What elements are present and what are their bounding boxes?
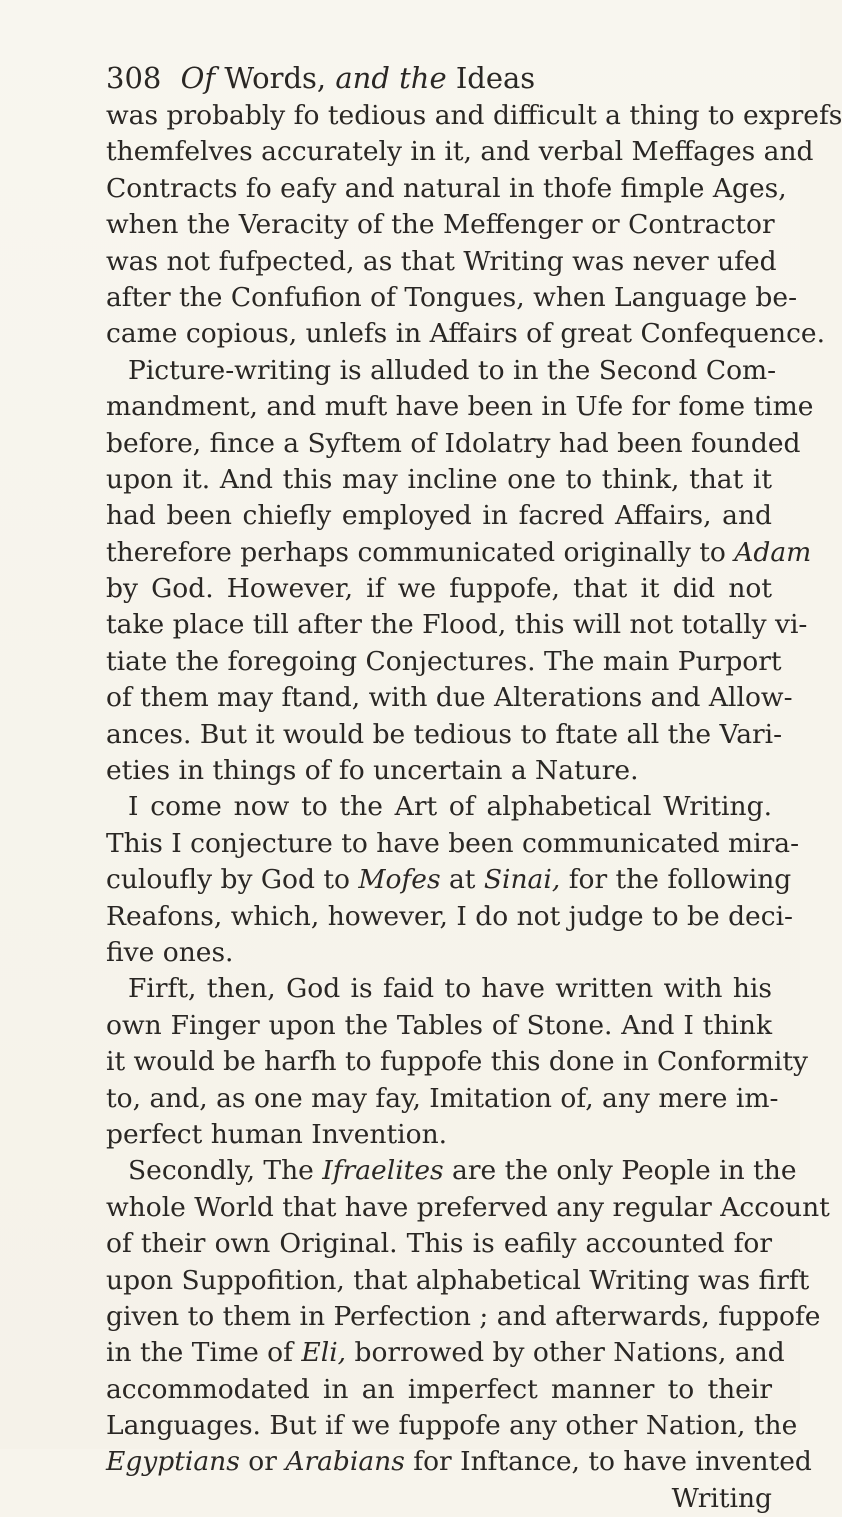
text-line bbox=[106, 1299, 821, 1335]
text-segment: for Inftance, to have invented bbox=[404, 1446, 812, 1478]
text-segment: I come now to the Art of alphabetical Writing. bbox=[128, 791, 772, 823]
text-line bbox=[106, 607, 808, 643]
text-segment: therefore perhaps communicated originally to bbox=[106, 536, 735, 568]
text-segment: accommodated in an imperfect manner to their bbox=[106, 1373, 772, 1405]
text-segment: own Finger upon the Tables of Stone. And I think bbox=[106, 1009, 772, 1041]
text-segment: Picture-writing is alluded to in the Second Com- bbox=[128, 354, 777, 386]
text-line bbox=[106, 1263, 810, 1299]
text-segment: whole World that have preferved any regular Account bbox=[106, 1191, 830, 1223]
text-segment: given to them in Perfection ; and afterwards, fuppofe bbox=[106, 1300, 821, 1332]
text-line bbox=[106, 789, 772, 825]
text-segment: by God. However, if we fuppofe, that it did not bbox=[106, 573, 772, 605]
text-segment: tiate the foregoing Conjectures. The main Purport bbox=[106, 645, 782, 677]
text-segment: Secondly, The bbox=[128, 1155, 323, 1187]
text-segment: Contracts fo eafy and natural in thofe fimple Ages, bbox=[106, 172, 787, 204]
text-line bbox=[106, 462, 772, 498]
text-line bbox=[106, 353, 777, 389]
text-segment: eties in things of fo uncertain a Nature. bbox=[106, 755, 639, 787]
text-line bbox=[106, 134, 814, 170]
text-segment: of them may ftand, with due Alterations and Allow- bbox=[106, 682, 793, 714]
text-line bbox=[106, 280, 798, 316]
italic-text: Sinai, bbox=[483, 864, 561, 896]
text-line bbox=[106, 1190, 830, 1226]
text-segment: or bbox=[239, 1446, 286, 1478]
text-line bbox=[106, 98, 842, 134]
text-segment: for the following bbox=[560, 864, 792, 896]
text-segment: borrowed by other Nations, and bbox=[346, 1337, 785, 1369]
italic-text: Eli, bbox=[301, 1337, 347, 1369]
text-segment: mandment, and muft have been in Ufe for fome time bbox=[106, 391, 814, 423]
text-line bbox=[106, 1335, 785, 1371]
text-line bbox=[106, 717, 783, 753]
italic-text: Adam bbox=[734, 536, 812, 568]
text-line bbox=[106, 207, 775, 243]
text-segment: themfelves accurately in it, and verbal Meffages and bbox=[106, 136, 814, 168]
text-line bbox=[106, 1481, 772, 1517]
text-segment: was not fufpected, as that Writing was never ufed bbox=[106, 245, 777, 277]
text-line bbox=[106, 1372, 772, 1408]
italic-text: Egyptians bbox=[106, 1446, 240, 1478]
text-line bbox=[106, 644, 782, 680]
text-segment: upon Suppofition, that alphabetical Writing was firft bbox=[106, 1264, 810, 1296]
body-text bbox=[106, 98, 842, 1517]
text-segment: perfect human Invention. bbox=[106, 1118, 448, 1150]
italic-text: Ifraelites bbox=[322, 1155, 444, 1187]
text-segment: upon it. And this may incline one to think, that it bbox=[106, 463, 772, 495]
text-line bbox=[106, 1408, 798, 1444]
header-title-words: Words, bbox=[224, 61, 327, 95]
text-line bbox=[106, 426, 801, 462]
text-segment: culoufly by God to bbox=[106, 864, 359, 896]
text-line bbox=[106, 1117, 772, 1153]
text-segment: was probably fo tedious and difficult a thing to exprefs bbox=[106, 100, 842, 131]
text-segment: are the only People in the bbox=[443, 1155, 797, 1187]
text-line bbox=[106, 1226, 772, 1262]
text-segment: in the Time of bbox=[106, 1337, 302, 1369]
page-number: 308 bbox=[106, 61, 162, 95]
text-segment: to, and, as one may fay, Imitation of, any mere im- bbox=[106, 1082, 779, 1114]
text-line bbox=[106, 826, 800, 862]
text-line bbox=[106, 935, 772, 971]
text-line bbox=[106, 971, 772, 1007]
text-line bbox=[106, 899, 793, 935]
text-segment: Writing bbox=[671, 1482, 772, 1514]
text-segment: before, fince a Syftem of Idolatry had been founded bbox=[106, 427, 801, 459]
text-segment: This I conjecture to have been communicated mira- bbox=[106, 827, 800, 859]
text-line bbox=[106, 571, 772, 607]
text-line bbox=[106, 244, 777, 280]
text-segment: of their own Original. This is eafily accounted for bbox=[106, 1228, 772, 1260]
text-line bbox=[106, 171, 787, 207]
italic-text: Arabians bbox=[285, 1446, 405, 1478]
text-line bbox=[106, 316, 826, 352]
text-line bbox=[106, 1444, 812, 1480]
running-header bbox=[106, 60, 535, 96]
text-line bbox=[106, 498, 772, 534]
header-title-ideas: Ideas bbox=[455, 61, 536, 95]
text-line bbox=[106, 1008, 772, 1044]
header-title-and-the: and the bbox=[335, 61, 447, 95]
text-segment: Firft, then, God is faid to have written with his bbox=[128, 973, 772, 1005]
text-line bbox=[106, 1081, 779, 1117]
text-segment: ances. But it would be tedious to ftate all the Vari- bbox=[106, 718, 783, 750]
text-segment: Languages. But if we fuppofe any other Nation, the bbox=[106, 1410, 798, 1442]
italic-text: Mofes bbox=[358, 864, 441, 896]
text-line bbox=[106, 862, 792, 898]
text-segment: came copious, unlefs in Affairs of great Confequence. bbox=[106, 318, 826, 350]
text-line bbox=[106, 389, 814, 425]
text-segment: when the Veracity of the Meffenger or Contractor bbox=[106, 209, 775, 241]
text-segment: had been chiefly employed in facred Affairs, and bbox=[106, 500, 772, 532]
text-line bbox=[106, 1153, 797, 1189]
text-segment: take place till after the Flood, this will not totally vi- bbox=[106, 609, 808, 641]
text-line bbox=[106, 680, 793, 716]
text-segment: after the Confufion of Tongues, when Language be- bbox=[106, 281, 798, 313]
text-segment: five ones. bbox=[106, 936, 234, 968]
text-segment: at bbox=[440, 864, 484, 896]
text-segment: Reafons, which, however, I do not judge to be deci- bbox=[106, 900, 793, 932]
header-title-of: Of bbox=[180, 61, 216, 95]
text-line bbox=[106, 1044, 808, 1080]
text-segment: it would be harfh to fuppofe this done in Conformity bbox=[106, 1046, 808, 1078]
text-line bbox=[106, 535, 812, 571]
text-line bbox=[106, 753, 772, 789]
